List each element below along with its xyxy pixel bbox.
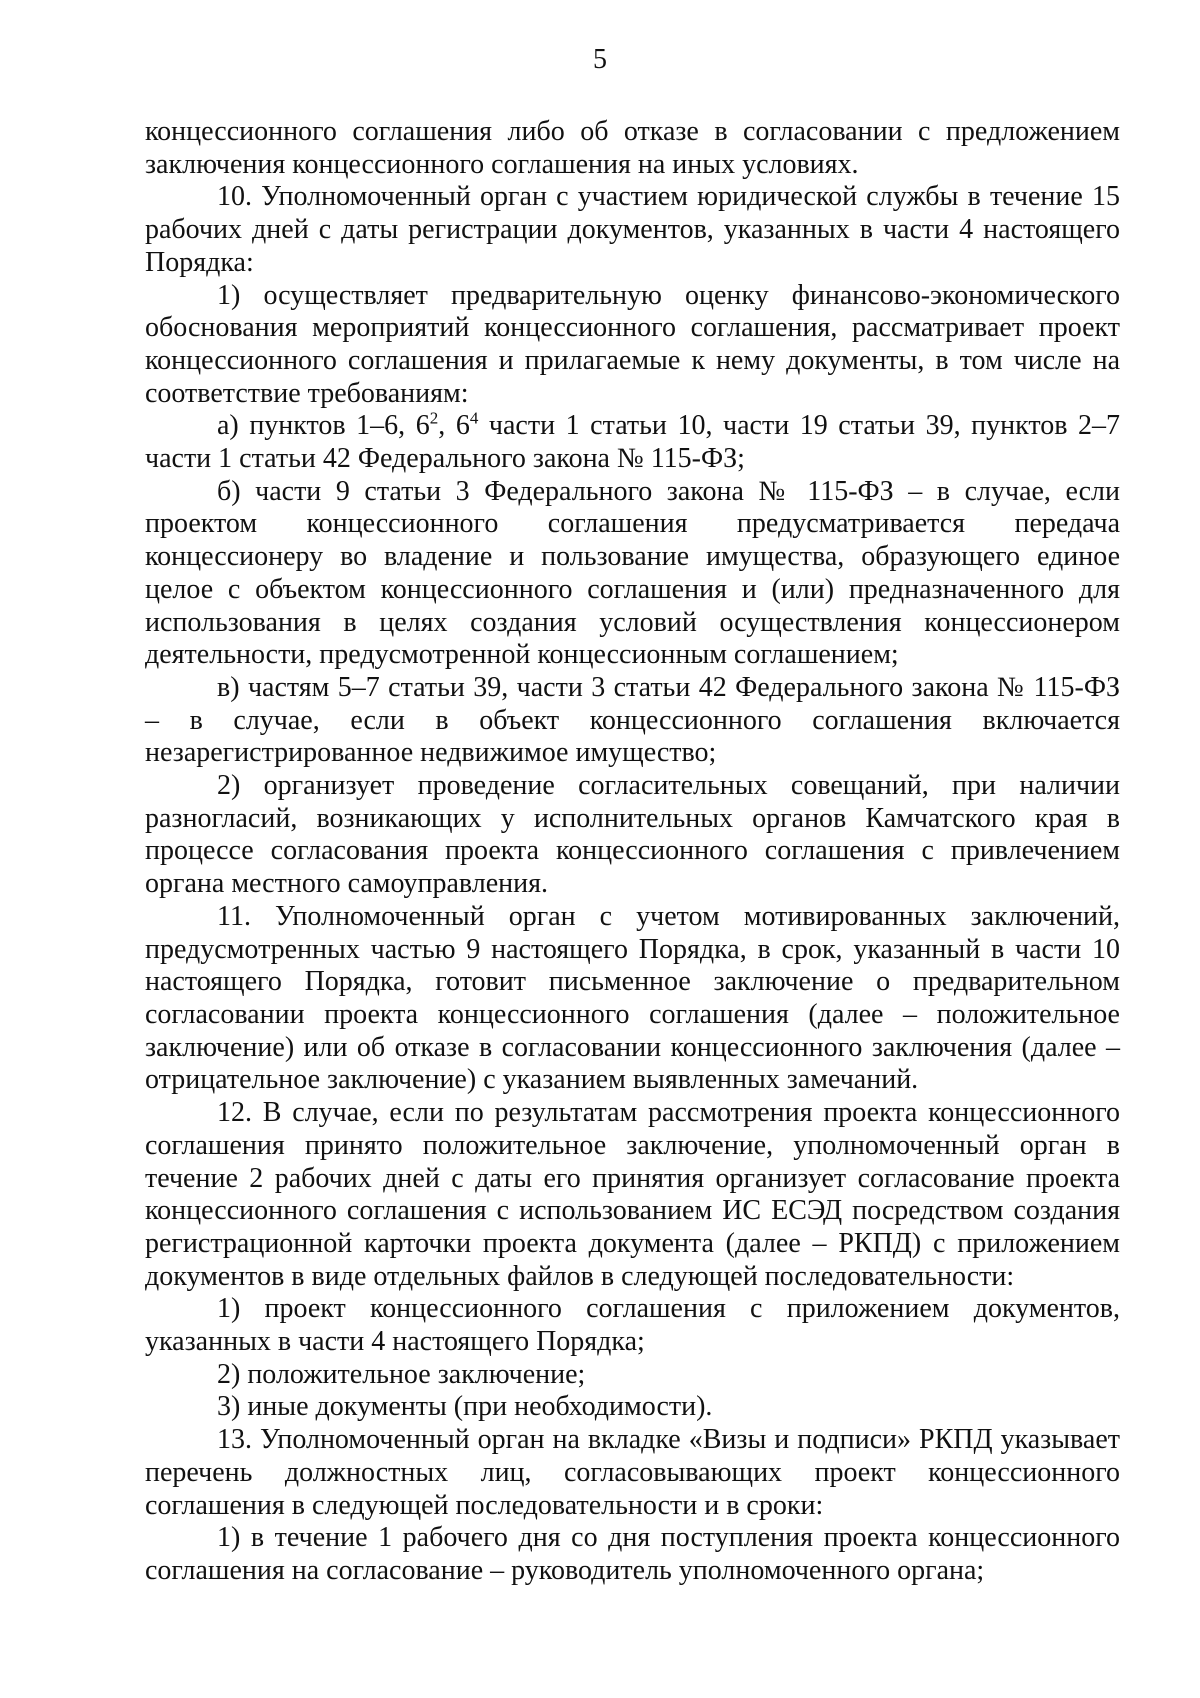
paragraph-10-item-1-v: в) частям 5–7 статьи 39, части 3 статьи 42 Федерального закона № 115-ФЗ – в случае, если в объект концессионного соглашения включается незарегистрированное недвижимое имущество;: [145, 671, 1120, 769]
superscript: 4: [469, 409, 479, 428]
text-segment: , 6: [438, 410, 470, 442]
document-body: [145, 116, 1120, 1588]
paragraph-10-item-2: 2) организует проведение согласительных совещаний, при наличии разногласий, возникающих у исполнительных органов Камчатского края в процессе согласования проекта концессионного соглашения с привлечением органа местного самоуправления.: [145, 770, 1120, 900]
paragraph-10-item-1-a: [145, 410, 1120, 475]
paragraph-12: 12. В случае, если по результатам рассмотрения проекта концессионного соглашения принято положительное заключение, уполномоченный орган в течение 2 рабочих дней с даты его принятия организует согласование проекта концессионного соглашения с использованием ИС ЕСЭД посредством создания регистрационной карточки проекта документа (далее – РКПД) с приложением документов в виде отдельных файлов в следующей последовательности:: [145, 1097, 1120, 1292]
paragraph-10-item-1: 1) осуществляет предварительную оценку финансово-экономического обоснования мероприятий концессионного соглашения, рассматривает проект концессионного соглашения и прилагаемые к нему документы, в том числе на соответствие требованиям:: [145, 279, 1120, 409]
paragraph-12-item-3: 3) иные документы (при необходимости).: [217, 1391, 713, 1423]
superscript: 2: [429, 409, 439, 428]
text-segment: а) пунктов 1–6, 6: [217, 410, 430, 442]
paragraph-12-item-2: 2) положительное заключение;: [217, 1358, 586, 1390]
paragraph-12-item-1: 1) проект концессионного соглашения с приложением документов, указанных в части 4 настоящего Порядка;: [145, 1293, 1120, 1358]
page-number: 5: [593, 44, 607, 75]
paragraph-13-item-1: 1) в течение 1 рабочего дня со дня поступления проекта концессионного соглашения на согласование – руководитель уполномоченного органа;: [145, 1522, 1120, 1586]
paragraph-10-item-1-b: б) части 9 статьи 3 Федерального закона № 115-ФЗ – в случае, если проектом концессионного соглашения предусматривается передача концессионеру во владение и пользование имущества, образующего единое целое с объектом концессионного соглашения и (или) предназначенного для использования в целях создания условий осуществления концессионером деятельности, предусмотренной концессионным соглашением;: [145, 475, 1120, 671]
paragraph-10: 10. Уполномоченный орган с участием юридической службы в течение 15 рабочих дней с даты регистрации документов, указанных в части 4 настоящего Порядка:: [145, 181, 1120, 278]
paragraph-continuation: концессионного соглашения либо об отказе в согласовании с предложением заключения концессионного соглашения на иных условиях.: [145, 116, 1120, 180]
paragraph-13: 13. Уполномоченный орган на вкладке «Визы и подписи» РКПД указывает перечень должностных лиц, согласовывающих проект концессионного соглашения в следующей последовательности и в сроки:: [145, 1424, 1120, 1521]
text-segment: части 1 статьи 10, части 19 статьи 39, пунктов 2–7 части 1 статьи 42 Федерального закона № 115-ФЗ;: [145, 410, 1121, 475]
paragraph-11: 11. Уполномоченный орган с учетом мотивированных заключений, предусмотренных частью 9 настоящего Порядка, в срок, указанный в части 10 настоящего Порядка, готовит письменное заключение о предварительном согласовании проекта концессионного соглашения (далее – положительное заключение) или об отказе в согласовании концессионного заключения (далее – отрицательное заключение) с указанием выявленных замечаний.: [145, 900, 1120, 1096]
